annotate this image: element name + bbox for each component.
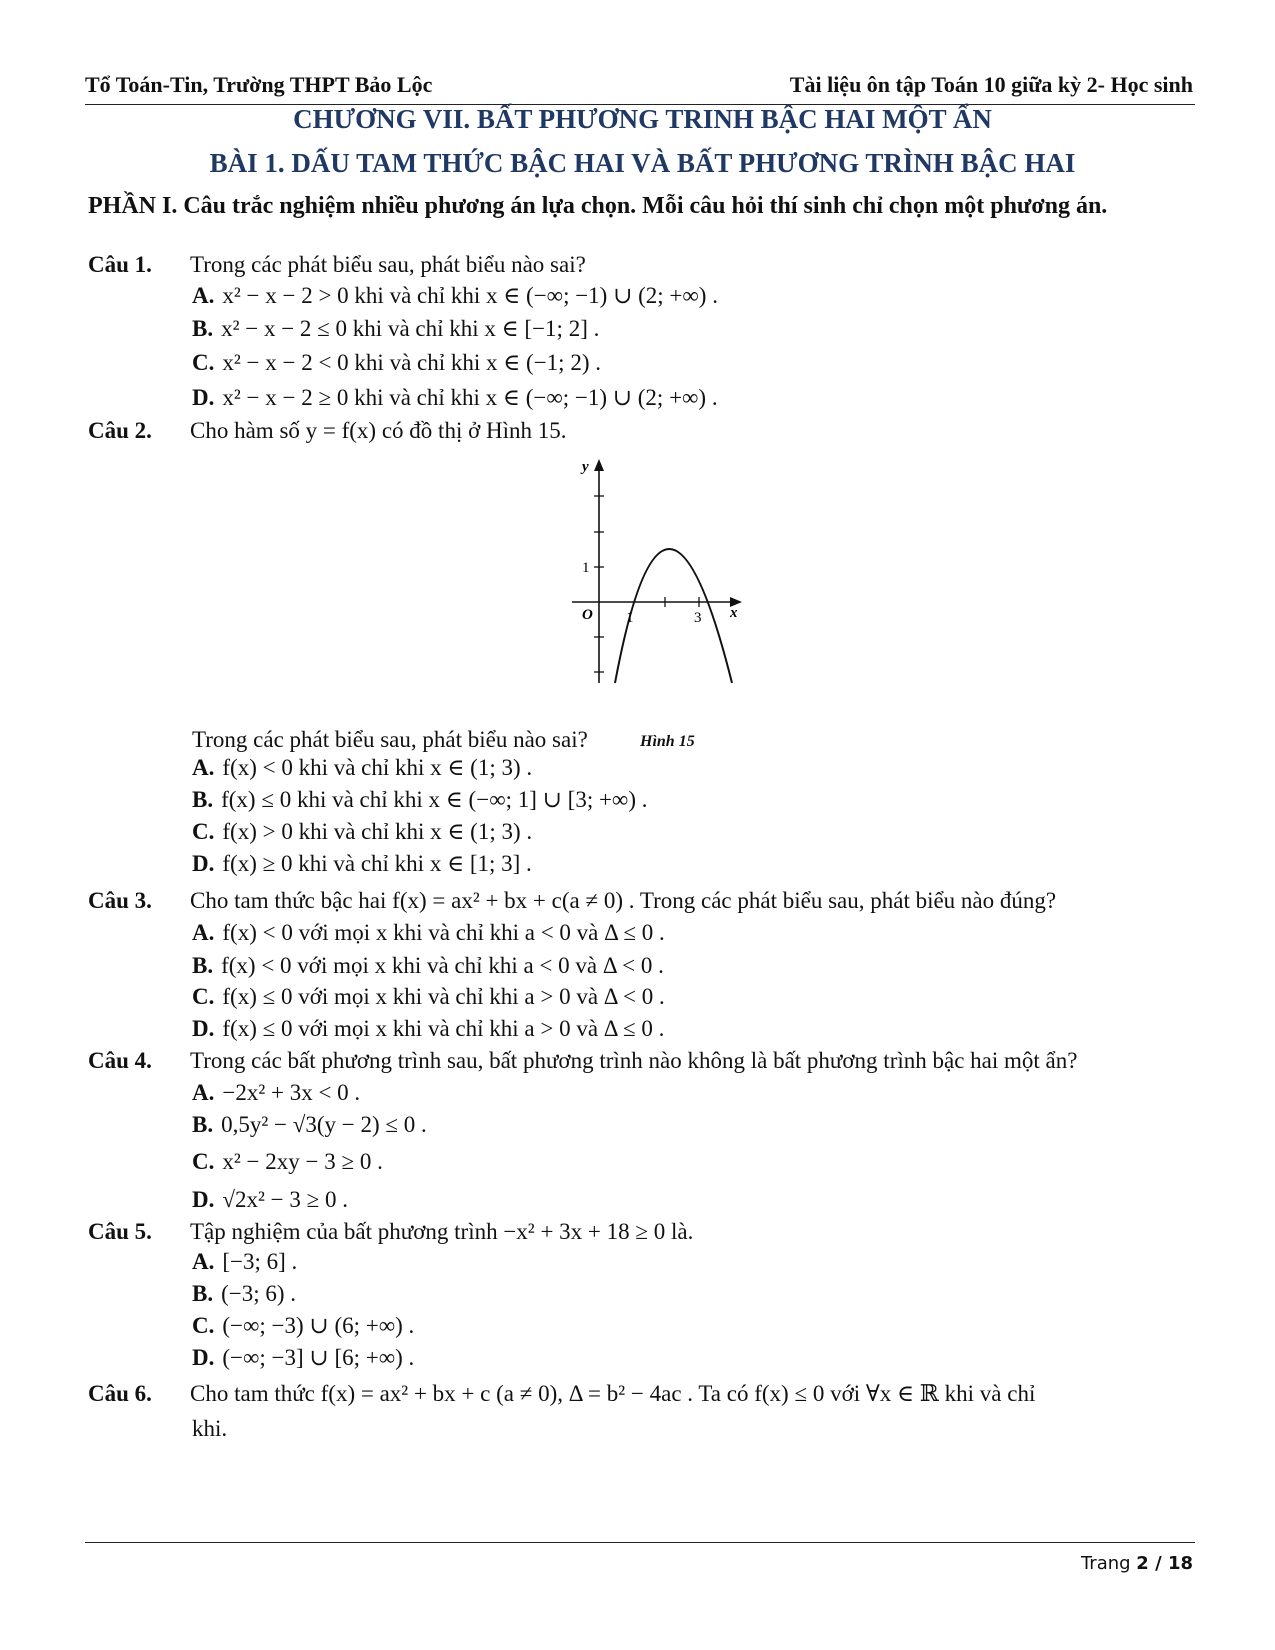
x-axis-label: x: [730, 605, 738, 621]
question-1: [88, 250, 1195, 280]
lesson-title: BÀI 1. DẤU TAM THỨC BẬC HAI VÀ BẤT PHƯƠNG TRÌNH BẬC HAI: [209, 148, 1076, 178]
option-3c: C. f(x) ≤ 0 với mọi x khi và chỉ khi a > 0 và Δ < 0 .: [192, 984, 665, 1009]
chapter-title: CHƯƠNG VII. BẤT PHƯƠNG TRINH BẬC HAI MỘT ẨN: [293, 104, 992, 134]
option-4b: B. 0,5y² − √3(y − 2) ≤ 0 .: [192, 1112, 427, 1137]
page-number: Trang 2 / 18: [1080, 1553, 1193, 1574]
option-1d: D. x² − x − 2 ≥ 0 khi và chỉ khi x ∈ (−∞; −1) ∪ (2; +∞) .: [192, 385, 718, 410]
question-text: Cho tam thức f(x) = ax² + bx + c (a ≠ 0), Δ = b² − 4ac . Ta có f(x) ≤ 0 với ∀x ∈ ℝ khi và chỉ: [190, 1381, 1036, 1406]
question-3: [88, 886, 1195, 916]
footer-divider: [85, 1542, 1195, 1543]
option-5c: C. (−∞; −3) ∪ (6; +∞) .: [192, 1313, 415, 1338]
option-4d: D. √2x² − 3 ≥ 0 .: [192, 1187, 348, 1212]
question-2: [88, 416, 1195, 446]
y-axis-label: y: [582, 459, 589, 475]
question-label: Câu 5.: [88, 1219, 152, 1244]
x-tick-3-label: 3: [694, 610, 702, 626]
section-title: PHẦN I. Câu trắc nghiệm nhiều phương án lựa chọn. Mỗi câu hỏi thí sinh chỉ chọn một phương án.: [88, 193, 1108, 219]
question-2-subtext: Trong các phát biểu sau, phát biểu nào sai?: [192, 727, 588, 752]
option-5a: A. [−3; 6] .: [192, 1249, 298, 1274]
question-label: Câu 2.: [88, 418, 152, 443]
question-text: Tập nghiệm của bất phương trình −x² + 3x + 18 ≥ 0 là.: [190, 1219, 694, 1244]
option-1a: A. x² − x − 2 > 0 khi và chỉ khi x ∈ (−∞; −1) ∪ (2; +∞) .: [192, 283, 718, 308]
figure-caption: Hình 15: [640, 733, 695, 750]
question-text: Cho tam thức bậc hai f(x) = ax² + bx + c(a ≠ 0) . Trong các phát biểu sau, phát biểu nào đúng?: [190, 888, 1057, 913]
option-3a: A. f(x) < 0 với mọi x khi và chỉ khi a < 0 và Δ ≤ 0 .: [192, 920, 665, 945]
option-3d: D. f(x) ≤ 0 với mọi x khi và chỉ khi a > 0 và Δ ≤ 0 .: [192, 1016, 665, 1041]
question-5: [88, 1217, 1195, 1247]
option-4c: C. x² − 2xy − 3 ≥ 0 .: [192, 1149, 383, 1174]
option-1b: B. x² − x − 2 ≤ 0 khi và chỉ khi x ∈ [−1; 2] .: [192, 316, 600, 341]
question-label: Câu 1.: [88, 252, 152, 277]
option-3b: B. f(x) < 0 với mọi x khi và chỉ khi a < 0 và Δ < 0 .: [192, 953, 664, 978]
option-5b: B. (−3; 6) .: [192, 1281, 297, 1306]
question-text: Trong các phát biểu sau, phát biểu nào sai?: [190, 252, 586, 277]
function-graph: [560, 455, 760, 690]
question-6: [88, 1379, 1195, 1409]
y-tick-1-label: 1: [582, 560, 590, 576]
origin-label: O: [582, 607, 593, 623]
option-4a: A. −2x² + 3x < 0 .: [192, 1080, 361, 1105]
question-label: Câu 6.: [88, 1381, 152, 1406]
option-2c: C. f(x) > 0 khi và chỉ khi x ∈ (1; 3) .: [192, 819, 533, 844]
option-5d: D. (−∞; −3] ∪ [6; +∞) .: [192, 1345, 415, 1370]
question-label: Câu 3.: [88, 888, 152, 913]
question-4: [88, 1046, 1195, 1076]
question-text: Cho hàm số y = f(x) có đồ thị ở Hình 15.: [190, 418, 567, 443]
header-left: Tổ Toán-Tin, Trường THPT Bảo Lộc: [85, 72, 433, 97]
option-2a: A. f(x) < 0 khi và chỉ khi x ∈ (1; 3) .: [192, 755, 533, 780]
header-right: Tài liệu ôn tập Toán 10 giữa kỳ 2- Học sinh: [789, 72, 1193, 97]
option-1c: C. x² − x − 2 < 0 khi và chỉ khi x ∈ (−1; 2) .: [192, 350, 601, 375]
question-label: Câu 4.: [88, 1048, 152, 1073]
option-2d: D. f(x) ≥ 0 khi và chỉ khi x ∈ [1; 3] .: [192, 851, 532, 876]
option-2b: B. f(x) ≤ 0 khi và chỉ khi x ∈ (−∞; 1] ∪ [3; +∞) .: [192, 787, 648, 812]
question-text: Trong các bất phương trình sau, bất phương trình nào không là bất phương trình bậc hai một ẩn?: [190, 1048, 1078, 1073]
y-axis-arrow: [594, 459, 604, 471]
x-tick-1-label: 1: [626, 610, 634, 626]
question-6-subtext: khi.: [192, 1416, 228, 1441]
